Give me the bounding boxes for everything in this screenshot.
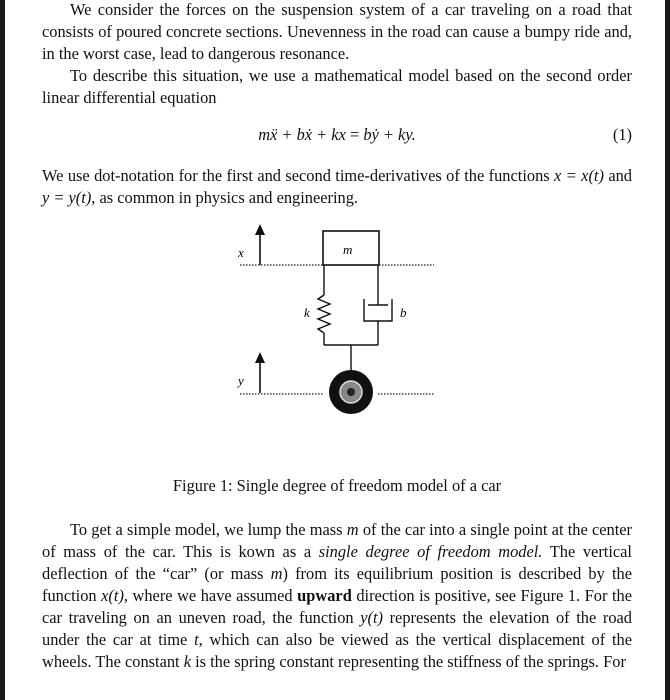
- suspension-diagram: [42, 221, 632, 471]
- lump-text-1: To get a simple model, we lump the mass: [70, 520, 347, 539]
- y-arrow-head: [255, 352, 265, 363]
- label-m: m: [343, 242, 353, 257]
- lump-text-3: The vertical deflection of the “car” (or mass: [42, 542, 632, 583]
- lump-math-yt: y(t): [360, 608, 383, 627]
- left-frame-edge: [0, 0, 5, 700]
- lump-math-t: t: [194, 630, 199, 649]
- lump-math-xt: x(t): [101, 586, 124, 605]
- x-arrow-head: [255, 224, 265, 235]
- wheel-hub: [347, 388, 355, 396]
- label-x: x: [238, 245, 244, 260]
- figure-caption: Figure 1: Single degree of freedom model of a car: [172, 476, 502, 495]
- equation-number: (1): [612, 125, 632, 144]
- notation-text-3: , as common in physics and engineering.: [91, 188, 359, 207]
- notation-text-2: and: [603, 166, 632, 185]
- notation-math-x: x = x(t): [554, 166, 604, 185]
- equation-1: [42, 121, 632, 149]
- lump-emphasis-sdof: single degree of freedom model.: [318, 542, 543, 561]
- lump-text-9: is the spring constant representing the stiffness of the springs. For: [191, 652, 626, 671]
- label-k: k: [304, 305, 310, 320]
- label-b: b: [400, 305, 407, 320]
- lump-bold-upward: upward: [297, 586, 352, 605]
- lump-text-4: ) from its equilibrium position is described by the function: [42, 564, 632, 605]
- notation-math-y: y = y(t): [42, 188, 92, 207]
- paragraph-intro: We consider the forces on the suspension system of a car traveling on a road that consists of poured concrete sections. Unevenness in the road can cause a bumpy ride and, in the worst case, lead to dangerous resonance.: [42, 0, 632, 63]
- equation-rhs: bẏ + ky.: [363, 125, 416, 144]
- lump-math-k: k: [183, 652, 191, 671]
- lump-text-2: of the car into a single point at the center of mass of the car. This is kown as a: [42, 520, 633, 561]
- paragraph-model: To describe this situation, we use a mathematical model based on the second order linear differential equation: [42, 66, 632, 107]
- figure-1: [42, 221, 632, 471]
- equation-body: [42, 125, 632, 145]
- paragraph-lumped-model: [42, 519, 632, 673]
- equation-equals: =: [345, 125, 364, 144]
- document-page: [42, 0, 632, 673]
- lump-text-5: , where we have assumed: [123, 586, 298, 605]
- lump-text-7: represents the elevation of the road under the car at time: [42, 608, 632, 649]
- lump-text-8: , which can also be viewed as the vertical displacement of the wheels. The constant: [42, 630, 632, 671]
- lump-math-m-2: m: [270, 564, 283, 583]
- right-frame-edge: [665, 0, 670, 700]
- spring-coil: [318, 295, 330, 333]
- equation-lhs: mẍ + bẋ + kx: [258, 125, 346, 144]
- lump-math-m: m: [346, 520, 359, 539]
- label-y: y: [238, 373, 244, 388]
- paragraph-notation: [42, 165, 632, 209]
- notation-text-1: We use dot-notation for the first and second time-derivatives of the functions: [42, 166, 555, 185]
- lump-text-6: direction is positive, see Figure 1. For the car traveling on an uneven road, the function: [42, 586, 632, 627]
